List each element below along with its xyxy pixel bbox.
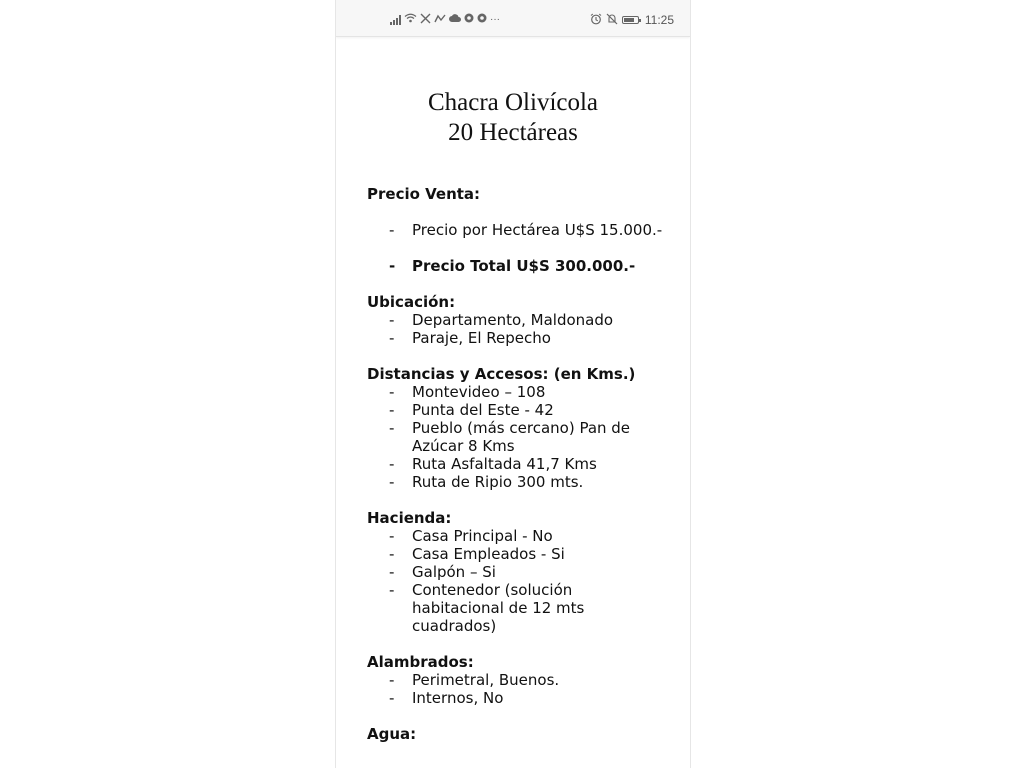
title-line-1: Chacra Olivícola	[427, 89, 599, 116]
list-item: - Internos, No	[389, 689, 504, 707]
battery-icon	[622, 16, 639, 24]
section-heading-hacienda: Hacienda:	[367, 509, 452, 527]
phone-screen	[335, 0, 691, 768]
more-icon: ···	[490, 14, 500, 25]
precio-total-list	[367, 257, 667, 275]
section-heading-agua: Agua:	[367, 725, 417, 743]
chrome-icon-2	[477, 13, 487, 27]
tools-icon	[420, 13, 431, 28]
list-item: - Precio por Hectárea U$S 15.000.-	[389, 221, 663, 239]
list-item: - Pueblo (más cercano) Pan de Azúcar 8 Kms	[389, 419, 631, 455]
document-title	[336, 88, 690, 148]
vpn-icon	[434, 14, 446, 27]
wifi-icon	[404, 13, 417, 27]
section-heading-precio: Precio Venta:	[367, 185, 481, 203]
list-item: - Montevideo – 108	[389, 383, 546, 401]
list-item: - Paraje, El Repecho	[389, 329, 551, 347]
list-item: - Contenedor (solución habitacional de 12 mts cuadrados)	[389, 581, 585, 635]
list-item: - Ruta Asfaltada 41,7 Kms	[389, 455, 597, 473]
mute-icon	[606, 13, 618, 27]
alambrados-list	[367, 671, 667, 707]
list-item: - Perimetral, Buenos.	[389, 671, 560, 689]
status-icons-left	[390, 13, 500, 27]
status-time: 11:25	[644, 13, 674, 27]
status-bar	[336, 0, 690, 37]
ubicacion-list	[367, 311, 667, 347]
signal-icon	[390, 15, 401, 25]
list-item: - Casa Empleados - Si	[389, 545, 565, 563]
hacienda-list	[367, 527, 667, 635]
document-body	[367, 185, 667, 743]
list-item: - Departamento, Maldonado	[389, 311, 614, 329]
section-heading-alambrados: Alambrados:	[367, 653, 474, 671]
section-heading-ubicacion: Ubicación:	[367, 293, 456, 311]
section-heading-distancias: Distancias y Accesos: (en Kms.)	[367, 365, 636, 383]
distancias-list	[367, 383, 667, 491]
list-item: - Casa Principal - No	[389, 527, 553, 545]
alarm-icon	[590, 13, 602, 27]
list-item: - Galpón – Si	[389, 563, 496, 581]
list-item: - Ruta de Ripio 300 mts.	[389, 473, 584, 491]
chrome-icon	[464, 13, 474, 27]
precio-list	[367, 221, 667, 239]
list-item: - Precio Total U$S 300.000.-	[389, 257, 636, 275]
list-item: - Punta del Este - 42	[389, 401, 554, 419]
status-icons-right	[590, 13, 674, 27]
cloud-icon	[449, 14, 461, 26]
title-line-2: 20 Hectáreas	[448, 119, 578, 146]
